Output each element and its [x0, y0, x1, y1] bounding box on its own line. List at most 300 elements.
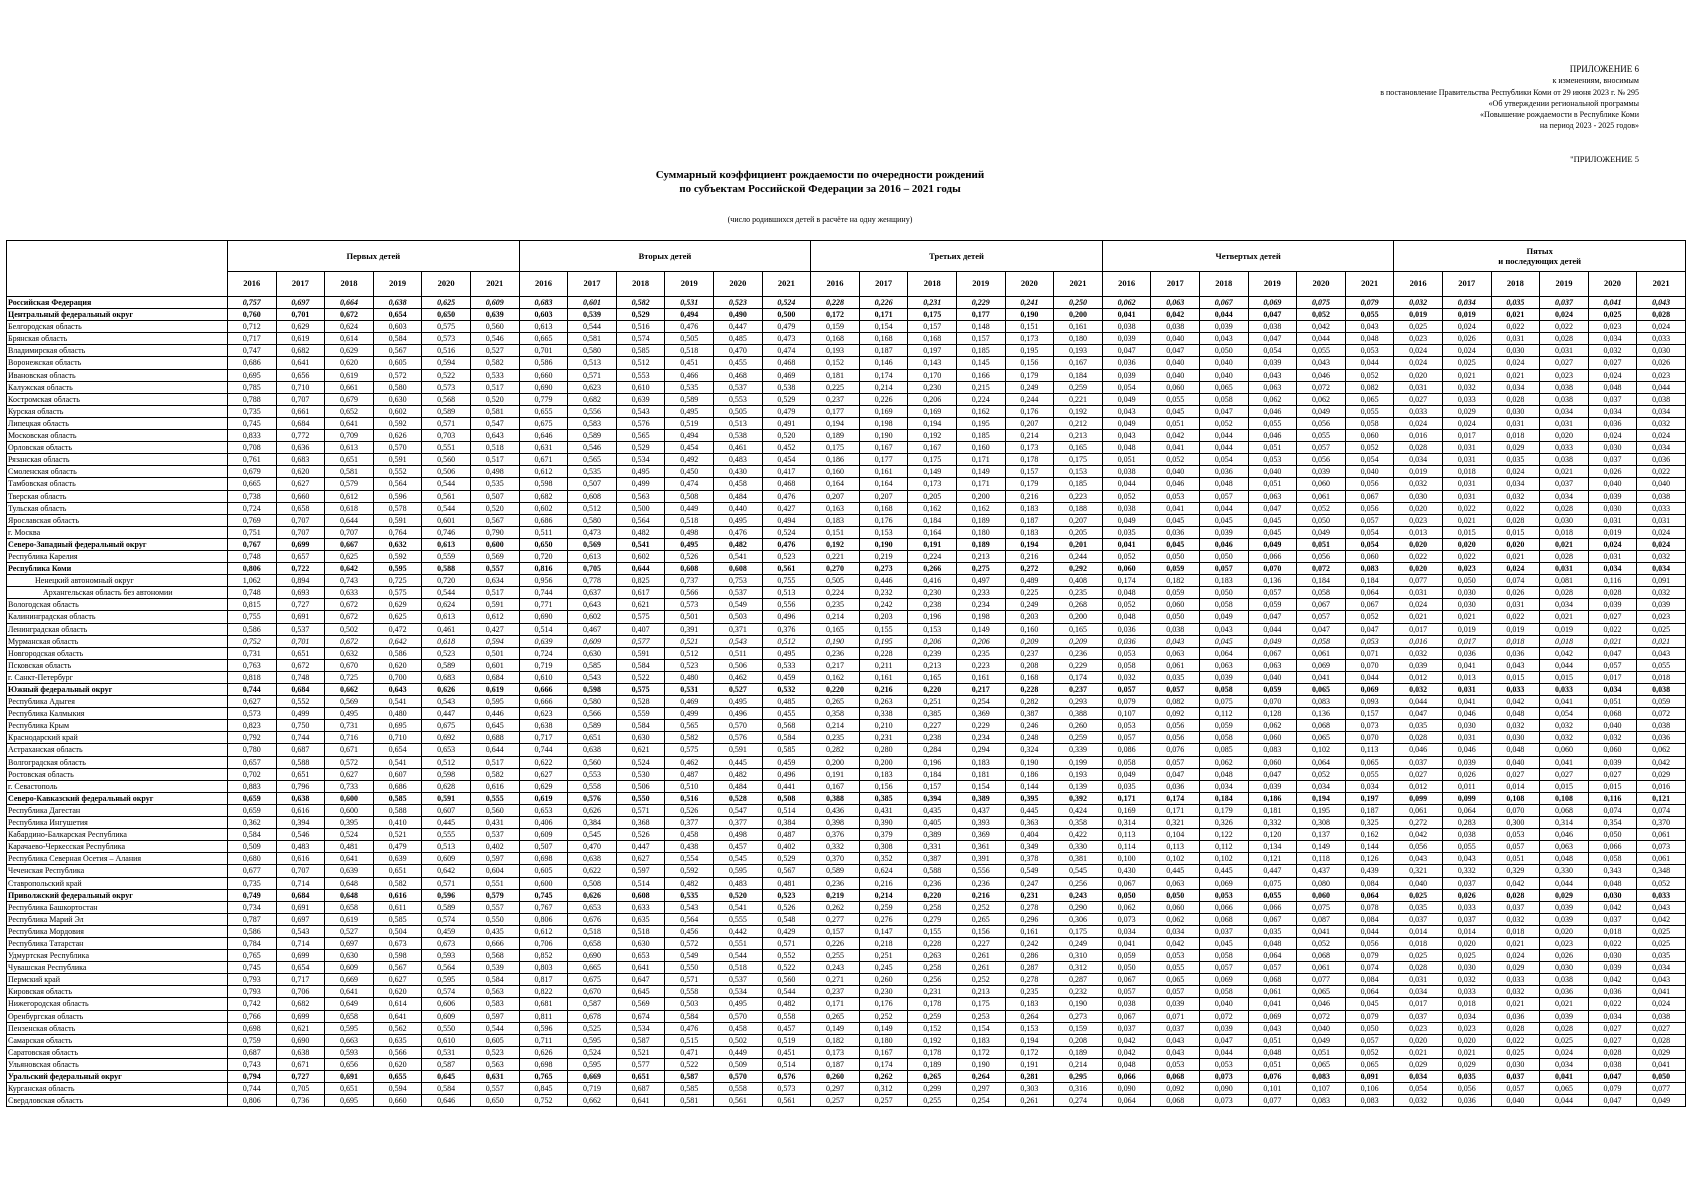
group-header: Первых детей [228, 241, 520, 272]
value-cell: 0,114 [1102, 841, 1151, 853]
value-cell: 0,608 [714, 563, 763, 575]
value-cell: 0,051 [1248, 1058, 1297, 1070]
table-row [7, 913, 1686, 925]
value-cell: 0,043 [1151, 1046, 1200, 1058]
value-cell: 0,591 [422, 792, 471, 804]
value-cell: 0,560 [470, 321, 519, 333]
value-cell: 0,363 [1005, 817, 1054, 829]
value-cell: 0,068 [1200, 913, 1249, 925]
value-cell: 0,499 [276, 708, 325, 720]
value-cell: 0,509 [714, 1058, 763, 1070]
value-cell: 0,032 [1394, 478, 1443, 490]
table-row [7, 962, 1686, 974]
table-row [7, 502, 1686, 514]
region-name-cell: Пермский край [7, 974, 228, 986]
value-cell: 0,042 [1102, 1046, 1151, 1058]
table-row [7, 526, 1686, 538]
value-cell: 0,326 [1200, 817, 1249, 829]
value-cell: 0,068 [1297, 720, 1346, 732]
year-header: 2021 [1345, 272, 1394, 297]
value-cell: 0,037 [1540, 297, 1589, 309]
value-cell: 0,086 [1102, 744, 1151, 756]
table-row [7, 756, 1686, 768]
value-cell: 0,018 [1442, 998, 1491, 1010]
value-cell: 0,031 [1491, 417, 1540, 429]
value-cell: 0,057 [1345, 1034, 1394, 1046]
value-cell: 0,028 [1491, 514, 1540, 526]
value-cell: 0,038 [1151, 623, 1200, 635]
value-cell: 0,236 [811, 647, 860, 659]
value-cell: 0,022 [1588, 998, 1637, 1010]
value-cell: 0,038 [1248, 321, 1297, 333]
value-cell: 0,046 [1297, 369, 1346, 381]
value-cell: 0,101 [1248, 1083, 1297, 1095]
value-cell: 0,348 [1637, 865, 1686, 877]
value-cell: 0,035 [1491, 454, 1540, 466]
value-cell: 0,196 [908, 756, 957, 768]
value-cell: 0,748 [228, 550, 277, 562]
value-cell: 0,609 [568, 635, 617, 647]
value-cell: 0,030 [1491, 405, 1540, 417]
value-cell: 0,048 [1540, 853, 1589, 865]
value-cell: 0,638 [373, 297, 422, 309]
value-cell: 0,027 [1588, 768, 1637, 780]
value-cell: 0,505 [714, 405, 763, 417]
value-cell: 0,058 [1200, 684, 1249, 696]
value-cell: 0,619 [325, 913, 374, 925]
value-cell: 0,517 [470, 756, 519, 768]
value-cell: 0,239 [908, 647, 957, 659]
value-cell: 0,526 [616, 829, 665, 841]
value-cell: 0,698 [519, 853, 568, 865]
value-cell: 0,019 [1491, 623, 1540, 635]
value-cell: 0,149 [908, 466, 957, 478]
value-cell: 0,025 [1442, 357, 1491, 369]
value-cell: 0,039 [1588, 962, 1637, 974]
value-cell: 0,613 [325, 442, 374, 454]
value-cell: 0,484 [714, 780, 763, 792]
year-header: 2016 [1394, 272, 1443, 297]
value-cell: 0,236 [957, 877, 1006, 889]
value-cell: 0,036 [1540, 986, 1589, 998]
value-cell: 0,481 [325, 841, 374, 853]
value-cell: 0,186 [811, 454, 860, 466]
value-cell: 0,066 [1248, 550, 1297, 562]
value-cell: 0,273 [859, 563, 908, 575]
value-cell: 0,512 [762, 635, 811, 647]
value-cell: 0,551 [470, 877, 519, 889]
value-cell: 0,394 [276, 817, 325, 829]
value-cell: 0,699 [276, 950, 325, 962]
value-cell: 0,157 [908, 780, 957, 792]
value-cell: 0,297 [811, 1083, 860, 1095]
value-cell: 0,894 [276, 575, 325, 587]
value-cell: 0,469 [762, 369, 811, 381]
value-cell: 0,034 [1540, 405, 1589, 417]
value-cell: 0,682 [568, 393, 617, 405]
value-cell: 0,035 [1394, 901, 1443, 913]
value-cell: 0,627 [373, 974, 422, 986]
table-row [7, 611, 1686, 623]
value-cell: 0,048 [1345, 333, 1394, 345]
value-cell: 0,194 [908, 417, 957, 429]
value-cell: 0,052 [1345, 611, 1394, 623]
value-cell: 0,613 [422, 538, 471, 550]
value-cell: 0,046 [1297, 998, 1346, 1010]
value-cell: 0,581 [665, 1095, 714, 1107]
value-cell: 0,081 [1540, 575, 1589, 587]
value-cell: 0,617 [616, 587, 665, 599]
value-cell: 0,036 [1102, 357, 1151, 369]
value-cell: 0,259 [908, 1010, 957, 1022]
value-cell: 0,733 [325, 780, 374, 792]
value-cell: 0,020 [1394, 538, 1443, 550]
table-row [7, 1071, 1686, 1083]
value-cell: 0,031 [1442, 454, 1491, 466]
value-cell: 0,708 [228, 442, 277, 454]
value-cell: 0,060 [1151, 901, 1200, 913]
region-name-cell: Республика Адыгея [7, 696, 228, 708]
value-cell: 0,036 [1637, 454, 1686, 466]
value-cell: 0,024 [1394, 599, 1443, 611]
value-cell: 0,040 [1151, 369, 1200, 381]
value-cell: 0,264 [957, 1071, 1006, 1083]
value-cell: 0,019 [1442, 309, 1491, 321]
appendix-block [1079, 64, 1639, 165]
value-cell: 0,030 [1491, 345, 1540, 357]
value-cell: 0,752 [519, 1095, 568, 1107]
value-cell: 0,049 [1200, 611, 1249, 623]
value-cell: 0,508 [568, 877, 617, 889]
value-cell: 0,020 [1540, 430, 1589, 442]
value-cell: 0,076 [1151, 744, 1200, 756]
value-cell: 0,455 [762, 708, 811, 720]
value-cell: 0,594 [373, 1083, 422, 1095]
value-cell: 0,645 [422, 1071, 471, 1083]
value-cell: 0,549 [714, 599, 763, 611]
value-cell: 0,446 [470, 708, 519, 720]
value-cell: 0,043 [1200, 623, 1249, 635]
value-cell: 0,580 [568, 345, 617, 357]
value-cell: 0,176 [1005, 405, 1054, 417]
value-cell: 0,705 [568, 563, 617, 575]
value-cell: 0,607 [422, 804, 471, 816]
value-cell: 0,601 [470, 659, 519, 671]
value-cell: 0,390 [859, 817, 908, 829]
value-cell: 0,166 [957, 369, 1006, 381]
region-name-cell: Республика Дагестан [7, 804, 228, 816]
value-cell: 0,642 [373, 635, 422, 647]
value-cell: 0,167 [1054, 357, 1103, 369]
value-cell: 0,049 [1102, 514, 1151, 526]
value-cell: 0,670 [568, 986, 617, 998]
value-cell: 0,626 [519, 1046, 568, 1058]
value-cell: 0,595 [568, 1058, 617, 1070]
value-cell: 0,024 [1394, 345, 1443, 357]
value-cell: 0,049 [1637, 1095, 1686, 1107]
value-cell: 0,052 [1345, 442, 1394, 454]
value-cell: 0,197 [1345, 792, 1394, 804]
value-cell: 0,022 [1442, 550, 1491, 562]
value-cell: 0,585 [665, 1083, 714, 1095]
value-cell: 0,669 [325, 974, 374, 986]
value-cell: 0,582 [373, 877, 422, 889]
value-cell: 0,026 [1442, 333, 1491, 345]
value-cell: 0,054 [1345, 454, 1394, 466]
value-cell: 0,558 [665, 986, 714, 998]
value-cell: 0,512 [568, 502, 617, 514]
value-cell: 0,621 [616, 744, 665, 756]
region-name-cell: Смоленская область [7, 466, 228, 478]
value-cell: 0,524 [325, 829, 374, 841]
value-cell: 0,579 [470, 889, 519, 901]
value-cell: 0,021 [1394, 1046, 1443, 1058]
value-cell: 0,062 [1297, 393, 1346, 405]
value-cell: 0,200 [957, 490, 1006, 502]
value-cell: 0,038 [1102, 502, 1151, 514]
value-cell: 0,049 [1297, 526, 1346, 538]
value-cell: 0,175 [811, 442, 860, 454]
value-cell: 0,518 [714, 962, 763, 974]
value-cell: 0,157 [1345, 708, 1394, 720]
value-cell: 0,215 [957, 381, 1006, 393]
value-cell: 0,331 [908, 841, 957, 853]
value-cell: 0,136 [1297, 708, 1346, 720]
value-cell: 0,690 [519, 381, 568, 393]
value-cell: 0,652 [325, 405, 374, 417]
value-cell: 0,211 [859, 659, 908, 671]
value-cell: 0,194 [1005, 538, 1054, 550]
value-cell: 0,190 [859, 538, 908, 550]
value-cell: 0,038 [1442, 829, 1491, 841]
value-cell: 0,545 [714, 853, 763, 865]
value-cell: 0,498 [470, 466, 519, 478]
value-cell: 0,043 [1102, 405, 1151, 417]
value-cell: 0,044 [1200, 502, 1249, 514]
value-cell: 0,067 [1102, 974, 1151, 986]
value-cell: 0,259 [859, 901, 908, 913]
value-cell: 0,556 [957, 865, 1006, 877]
value-cell: 0,277 [811, 913, 860, 925]
value-cell: 0,181 [957, 768, 1006, 780]
value-cell: 0,796 [276, 780, 325, 792]
value-cell: 0,187 [811, 1058, 860, 1070]
value-cell: 0,238 [908, 599, 957, 611]
value-cell: 0,565 [616, 430, 665, 442]
value-cell: 0,046 [1442, 744, 1491, 756]
value-cell: 0,609 [422, 1010, 471, 1022]
value-cell: 0,031 [1394, 381, 1443, 393]
value-cell: 0,255 [811, 950, 860, 962]
value-cell: 0,193 [1054, 345, 1103, 357]
value-cell: 0,044 [1297, 333, 1346, 345]
value-cell: 0,054 [1540, 708, 1589, 720]
value-cell: 0,036 [1637, 732, 1686, 744]
value-cell: 0,470 [714, 345, 763, 357]
value-cell: 0,392 [1054, 792, 1103, 804]
value-cell: 0,589 [568, 430, 617, 442]
value-cell: 0,684 [276, 889, 325, 901]
value-cell: 0,040 [1394, 877, 1443, 889]
value-cell: 0,541 [714, 550, 763, 562]
value-cell: 0,544 [422, 502, 471, 514]
value-cell: 0,303 [1005, 1083, 1054, 1095]
value-cell: 0,015 [1540, 671, 1589, 683]
value-cell: 0,226 [859, 393, 908, 405]
value-cell: 0,147 [859, 925, 908, 937]
value-cell: 0,278 [1005, 974, 1054, 986]
value-cell: 0,022 [1540, 321, 1589, 333]
value-cell: 0,664 [325, 297, 374, 309]
value-cell: 0,883 [228, 780, 277, 792]
value-cell: 0,287 [1054, 974, 1103, 986]
value-cell: 0,174 [859, 369, 908, 381]
value-cell: 0,470 [568, 841, 617, 853]
value-cell: 0,697 [325, 937, 374, 949]
value-cell: 0,043 [1151, 635, 1200, 647]
value-cell: 0,048 [1102, 611, 1151, 623]
value-cell: 0,686 [228, 357, 277, 369]
value-cell: 0,041 [1297, 671, 1346, 683]
value-cell: 0,174 [1151, 792, 1200, 804]
table-row [7, 696, 1686, 708]
value-cell: 0,055 [1345, 768, 1394, 780]
value-cell: 0,075 [1297, 901, 1346, 913]
value-cell: 0,584 [228, 829, 277, 841]
value-cell: 0,021 [1491, 550, 1540, 562]
value-cell: 0,024 [1491, 950, 1540, 962]
value-cell: 0,161 [1054, 321, 1103, 333]
value-cell: 0,760 [228, 309, 277, 321]
value-cell: 0,048 [1102, 442, 1151, 454]
year-header: 2017 [1442, 272, 1491, 297]
value-cell: 0,023 [1540, 937, 1589, 949]
value-cell: 0,234 [957, 599, 1006, 611]
value-cell: 0,100 [1102, 853, 1151, 865]
value-cell: 0,070 [1491, 804, 1540, 816]
value-cell: 0,028 [1491, 393, 1540, 405]
value-cell: 0,046 [1540, 829, 1589, 841]
value-cell: 0,198 [957, 611, 1006, 623]
value-cell: 0,257 [859, 1095, 908, 1107]
value-cell: 0,195 [957, 417, 1006, 429]
value-cell: 0,609 [519, 829, 568, 841]
value-cell: 0,558 [568, 780, 617, 792]
value-cell: 0,034 [1637, 405, 1686, 417]
value-cell: 0,180 [1054, 333, 1103, 345]
value-cell: 0,525 [568, 1022, 617, 1034]
value-cell: 0,541 [714, 901, 763, 913]
table-row [7, 877, 1686, 889]
value-cell: 0,030 [1588, 889, 1637, 901]
value-cell: 0,654 [373, 744, 422, 756]
value-cell: 0,577 [616, 1058, 665, 1070]
value-cell: 0,605 [470, 1034, 519, 1046]
value-cell: 0,168 [859, 502, 908, 514]
value-cell: 0,044 [1345, 925, 1394, 937]
value-cell: 0,040 [1248, 671, 1297, 683]
value-cell: 0,621 [616, 599, 665, 611]
value-cell: 0,189 [811, 430, 860, 442]
value-cell: 0,067 [1345, 490, 1394, 502]
value-cell: 0,032 [1491, 913, 1540, 925]
value-cell: 0,727 [276, 599, 325, 611]
value-cell: 0,769 [228, 514, 277, 526]
value-cell: 0,522 [616, 671, 665, 683]
value-cell: 0,522 [762, 962, 811, 974]
value-cell: 0,633 [616, 901, 665, 913]
year-header: 2019 [665, 272, 714, 297]
value-cell: 0,028 [1394, 732, 1443, 744]
table-row [7, 853, 1686, 865]
value-cell: 0,576 [616, 417, 665, 429]
value-cell: 0,457 [762, 1022, 811, 1034]
value-cell: 0,027 [1637, 1022, 1686, 1034]
value-cell: 0,439 [1345, 865, 1394, 877]
value-cell: 0,581 [568, 333, 617, 345]
value-cell: 0,065 [1151, 974, 1200, 986]
value-cell: 0,561 [762, 563, 811, 575]
title-line: по субъектам Российской Федерации за 2016 – 2021 годы [679, 183, 961, 195]
value-cell: 0,028 [1540, 550, 1589, 562]
value-cell: 0,631 [519, 442, 568, 454]
value-cell: 0,588 [422, 563, 471, 575]
value-cell: 0,036 [1102, 623, 1151, 635]
value-cell: 0,577 [616, 635, 665, 647]
value-cell: 0,537 [470, 829, 519, 841]
value-cell: 0,247 [1005, 877, 1054, 889]
value-cell: 0,600 [519, 877, 568, 889]
value-cell: 0,395 [325, 817, 374, 829]
value-cell: 0,155 [859, 623, 908, 635]
value-cell: 0,427 [470, 623, 519, 635]
value-cell: 0,558 [762, 1010, 811, 1022]
value-cell: 0,647 [616, 974, 665, 986]
value-cell: 0,043 [1102, 430, 1151, 442]
table-row [7, 333, 1686, 345]
value-cell: 0,672 [276, 659, 325, 671]
value-cell: 0,040 [1248, 466, 1297, 478]
region-name-cell: Южный федеральный округ [7, 684, 228, 696]
value-cell: 0,016 [1394, 430, 1443, 442]
value-cell: 0,605 [373, 357, 422, 369]
value-cell: 0,042 [1151, 937, 1200, 949]
value-cell: 0,584 [616, 720, 665, 732]
value-cell: 0,755 [228, 611, 277, 623]
value-cell: 0,072 [1297, 563, 1346, 575]
value-cell: 0,461 [422, 623, 471, 635]
region-name-cell: Псковская область [7, 659, 228, 671]
value-cell: 0,188 [1054, 502, 1103, 514]
value-cell: 0,058 [1200, 732, 1249, 744]
value-cell: 0,040 [1345, 466, 1394, 478]
value-cell: 0,181 [811, 369, 860, 381]
value-cell: 0,122 [1200, 829, 1249, 841]
value-cell: 0,083 [1345, 563, 1394, 575]
value-cell: 0,349 [1005, 841, 1054, 853]
value-cell: 0,495 [616, 466, 665, 478]
value-cell: 0,224 [811, 587, 860, 599]
value-cell: 0,206 [957, 635, 1006, 647]
value-cell: 0,233 [957, 587, 1006, 599]
value-cell: 0,040 [1200, 998, 1249, 1010]
value-cell: 0,048 [1102, 1058, 1151, 1070]
value-cell: 0,538 [762, 381, 811, 393]
value-cell: 0,697 [276, 913, 325, 925]
value-cell: 0,183 [1005, 998, 1054, 1010]
value-cell: 0,557 [470, 1083, 519, 1095]
value-cell: 0,042 [1588, 901, 1637, 913]
